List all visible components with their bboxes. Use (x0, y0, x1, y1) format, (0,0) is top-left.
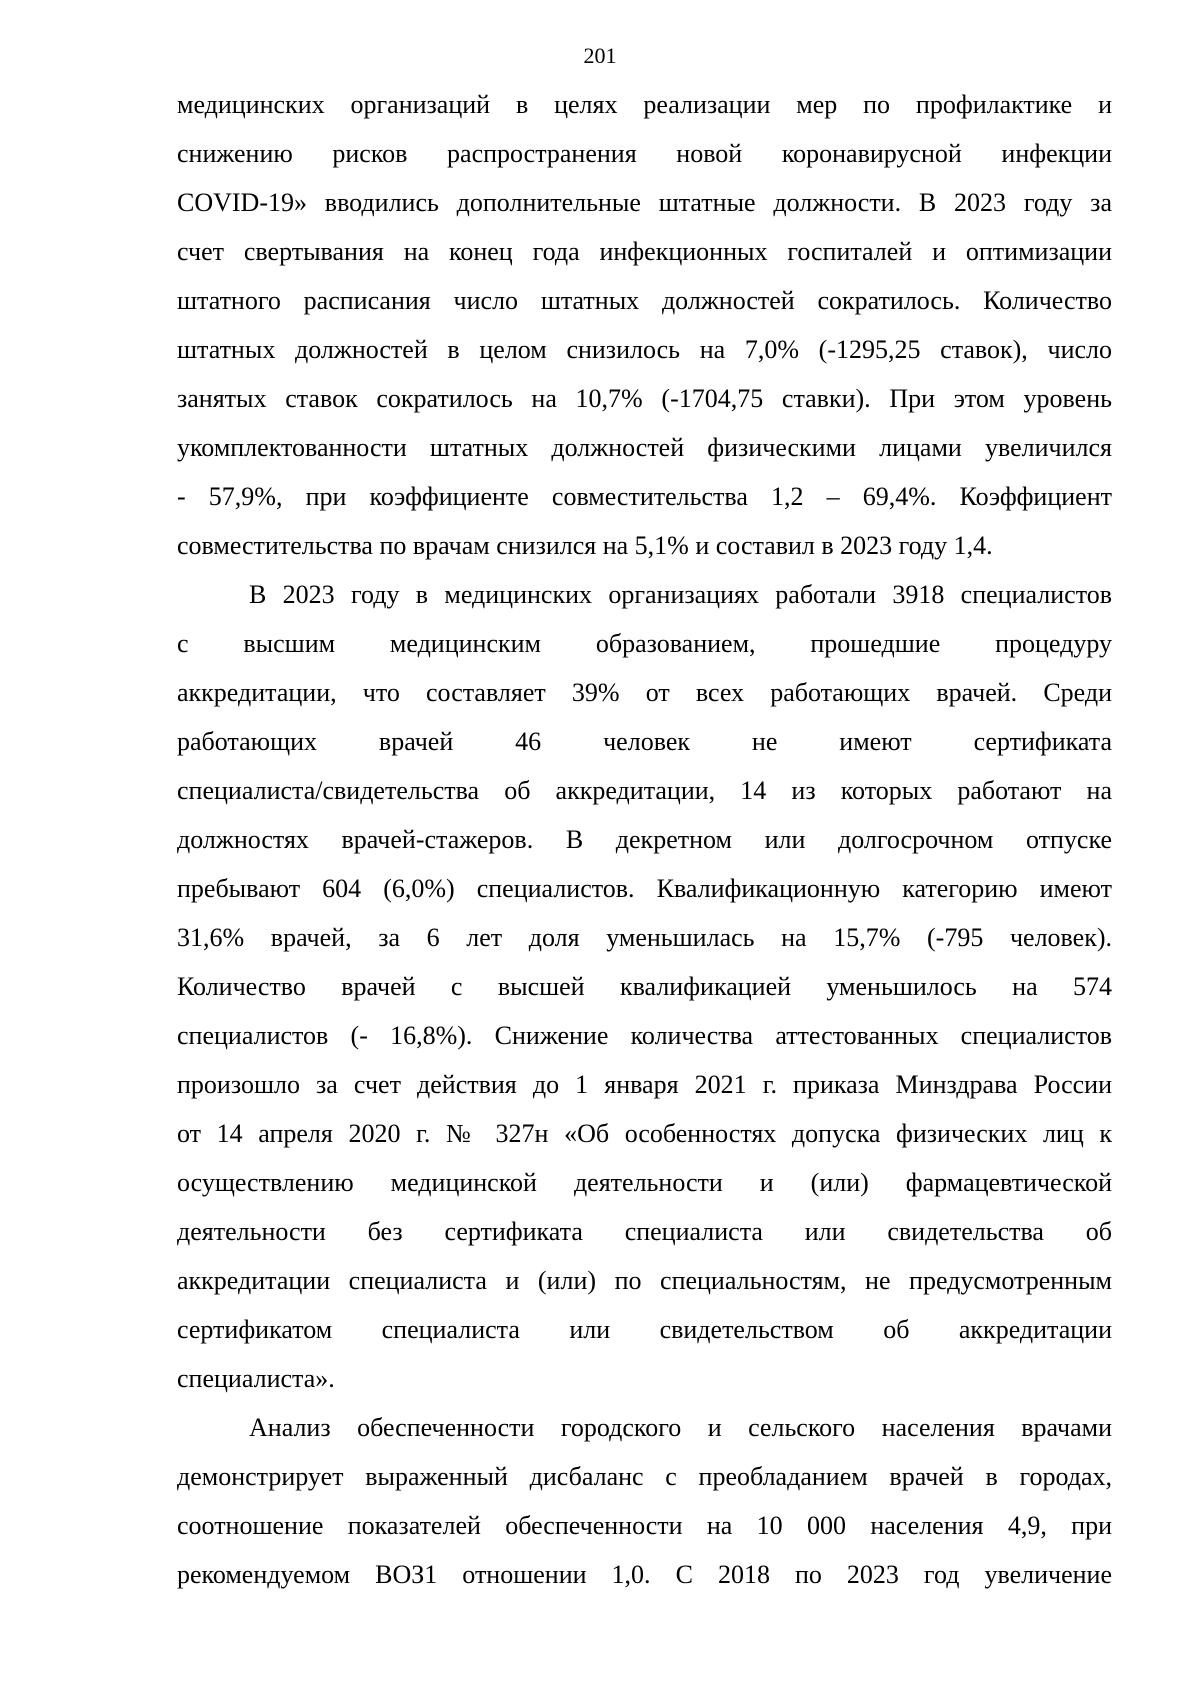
text-line: специалистов (- 16,8%). Снижение количества аттестованных специалистов (177, 1021, 1112, 1050)
text-line: специалиста/свидетельства об аккредитации, 14 из которых работают на (177, 776, 1112, 805)
text-line: Анализ обеспеченности городского и сельского населения врачами (249, 1413, 1112, 1442)
body-text (177, 80, 1112, 1599)
text-line: медицинских организаций в целях реализации мер по профилактике и (177, 90, 1112, 119)
text-line: Количество врачей с высшей квалификацией уменьшилось на 574 (177, 972, 1112, 1001)
text-line: осуществлению медицинской деятельности и (или) фармацевтической (177, 1168, 1112, 1197)
text-line: должностях врачей-стажеров. В декретном или долгосрочном отпуске (177, 825, 1112, 854)
text-line: укомплектованности штатных должностей физическими лицами увеличился (177, 433, 1112, 462)
text-line: 31,6% врачей, за 6 лет доля уменьшилась на 15,7% (-795 человек). (177, 923, 1112, 952)
text-line: занятых ставок сократилось на 10,7% (-1704,75 ставки). При этом уровень (177, 384, 1112, 413)
text-line: с высшим медицинским образованием, прошедшие процедуру (177, 629, 1112, 658)
paragraph-1 (177, 80, 1112, 570)
text-line: COVID-19» вводились дополнительные штатные должности. В 2023 году за (177, 188, 1112, 217)
paragraph-2 (177, 570, 1112, 1403)
text-line: специалиста». (177, 1364, 335, 1393)
text-line: счет свертывания на конец года инфекционных госпиталей и оптимизации (177, 237, 1112, 266)
text-line: сертификатом специалиста или свидетельством об аккредитации (177, 1315, 1112, 1344)
text-line: работающих врачей 46 человек не имеют сертификата (177, 727, 1112, 756)
text-line: снижению рисков распространения новой коронавирусной инфекции (177, 139, 1112, 168)
text-line: аккредитации, что составляет 39% от всех работающих врачей. Среди (177, 678, 1112, 707)
text-line: произошло за счет действия до 1 января 2021 г. приказа Минздрава России (177, 1070, 1112, 1099)
paragraph-3 (177, 1403, 1112, 1599)
text-line: пребывают 604 (6,0%) специалистов. Квалификационную категорию имеют (177, 874, 1112, 903)
page-number: 201 (583, 43, 617, 68)
text-line: В 2023 году в медицинских организациях работали 3918 специалистов (249, 580, 1112, 609)
text-line: демонстрирует выраженный дисбаланс с преобладанием врачей в городах, (177, 1462, 1112, 1491)
text-line: штатного расписания число штатных должностей сократилось. Количество (177, 286, 1112, 315)
text-line: - 57,9%, при коэффициенте совместительства 1,2 – 69,4%. Коэффициент (177, 482, 1112, 511)
text-line: соотношение показателей обеспеченности на 10 000 населения 4,9, при (177, 1511, 1112, 1540)
text-line: штатных должностей в целом снизилось на 7,0% (-1295,25 ставок), число (177, 335, 1112, 364)
text-line: аккредитации специалиста и (или) по специальностям, не предусмотренным (177, 1266, 1112, 1295)
text-line: деятельности без сертификата специалиста или свидетельства об (177, 1217, 1112, 1246)
text-line: от 14 апреля 2020 г. № 327н «Об особенностях допуска физических лиц к (177, 1119, 1112, 1148)
text-line: совместительства по врачам снизился на 5,1% и составил в 2023 году 1,4. (177, 531, 993, 560)
text-line: рекомендуемом ВОЗ1 отношении 1,0. С 2018 по 2023 год увеличение (177, 1560, 1112, 1589)
